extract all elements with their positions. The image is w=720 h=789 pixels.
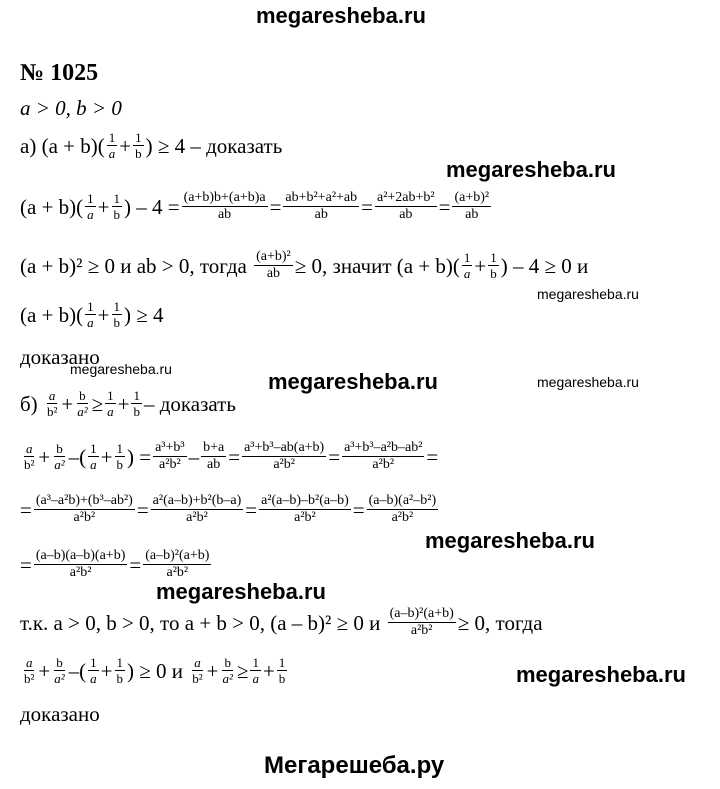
fraction: $\frac{\text{(a–b)(a²–b²)}}{\text{a²b²}}$ [368,493,437,525]
fraction: $\frac{1}{b}$ [135,130,142,161]
part-b-line-3: = $\frac{\text{(a³–a²b)+(b³–ab²)}}{\text{a²b²}}$ = $\frac{\text{a²(a–b)+b²(b–a)}}{\text{a²b²}}$ = $\frac{\text{a²(a–b)–b²(a–b)}}{\text{a²b²}}$ = $\frac{\text{(a–b)(a²–b²)}}{\text{a²b²}}$ [20,493,437,525]
part-a-line-2: (a + b)( $\frac{1}{a}$ + $\frac{1}{b}$ ) – 4 = $\frac{(a+b)b+(a+b)a}{ab}$ = $\frac{\text{ab+b²+a²+ab}}{ab}$ = $\frac{\text{a²+2ab+b²}}{ab}$ = $\frac{\text{(a+b)²}}{ab}$ [20,190,490,222]
watermark-bottom: Мегарешеба.ру [264,752,445,779]
fraction: $\frac{1}{b}$ [116,441,123,472]
part-b-line-5: т.к. a > 0, b > 0, то a + b > 0, (a – b)² ≥ 0 и $\frac{\text{(a–b)²(a+b)}}{\text{a²b²}}$ ≥ 0, тогда [20,606,543,638]
fraction: $\frac{1}{b}$ [113,191,120,222]
watermark: megaresheba.ru [537,374,639,390]
fraction: $\frac{1}{a}$ [107,388,114,419]
fraction: $\frac{\text{a²(a–b)–b²(a–b)}}{\text{a²b²}}$ [261,493,349,525]
fraction: $\frac{1}{a}$ [108,130,116,161]
fraction: $\frac{1}{b}$ [116,655,123,686]
watermark: megaresheba.ru [537,286,639,302]
fraction: $\frac{b}{\text{a²}}$ [54,441,65,472]
fraction: $\frac{\text{a³+b³–ab(a+b)}}{\text{a²b²}}$ [244,440,325,472]
watermark: megaresheba.ru [425,528,595,553]
fraction: $\frac{b}{\text{a²}}$ [54,655,65,686]
fraction: $\frac{\text{(a–b)²(a+b)}}{\text{a²b²}}$ [145,548,210,580]
fraction: $\frac{\text{a³+b³}}{\text{a²b²}}$ [155,440,185,472]
problem-condition: a > 0, b > 0 [20,96,122,120]
fraction: $\frac{\text{ab+b²+a²+ab}}{ab}$ [285,190,358,222]
fraction: $\frac{\text{(a+b)²}}{ab}$ [256,249,291,281]
fraction: $\frac{\text{(a+b)²}}{ab}$ [454,190,490,222]
part-a-line-3: (a + b)² ≥ 0 и ab > 0, тогда $\frac{\text{(a+b)²}}{ab}$ ≥ 0, значит (a + b)( $\frac{1}{a}$ + $\frac{1}{b}$ ) – 4 ≥ 0 и [20,249,589,281]
fraction: $\frac{(a+b)b+(a+b)a}{ab}$ [183,190,266,222]
fraction: $\frac{1}{b}$ [278,655,286,686]
part-b-proved: доказано [20,702,100,726]
part-b-line-6: $\frac{a}{\text{b²}}$ + $\frac{b}{\text{a²}}$ –( $\frac{1}{a}$ + $\frac{1}{b}$ ) ≥ 0 и $\frac{a}{\text{b²}}$ + $\frac{b}{\text{a²}}$ ≥ $\frac{1}{a}$ + $\frac{1}{b}$ [24,655,286,686]
fraction: $\frac{a}{\text{b²}}$ [24,655,35,686]
fraction: $\frac{1}{a}$ [87,191,94,222]
problem-number: № 1025 [20,60,99,86]
watermark: megaresheba.ru [156,579,326,604]
fraction: $\frac{b}{\text{a²}}$ [222,655,233,686]
watermark: megaresheba.ru [516,662,686,687]
fraction: $\frac{\text{a²+2ab+b²}}{ab}$ [377,190,435,222]
fraction: $\frac{a}{\text{b²}}$ [24,441,35,472]
fraction: $\frac{1}{b}$ [490,250,497,281]
part-a-proved: доказано [20,345,100,369]
fraction: $\frac{1}{a}$ [90,441,97,472]
part-b-line-4: = $\frac{(a-b)(a-b)(a+b)}{\text{a²b²}}$ = $\frac{\text{(a–b)²(a+b)}}{\text{a²b²}}$ [20,548,210,580]
fraction: $\frac{\text{a²(a–b)+b²(b–a)}}{\text{a²b²}}$ [152,493,242,525]
watermark-top: megaresheba.ru [256,3,426,28]
watermark: megaresheba.ru [446,157,616,182]
fraction: $\frac{b}{\text{a²}}$ [77,388,88,419]
fraction: $\frac{(a-b)(a-b)(a+b)}{\text{a²b²}}$ [35,548,126,580]
fraction: $\frac{1}{a}$ [252,655,259,686]
part-b-line-1: б) $\frac{a}{\text{b²}}$ + $\frac{b}{\text{a²}}$ ≥ $\frac{1}{a}$ + $\frac{1}{b}$ – доказать [20,388,236,419]
fraction: $\frac{\text{(a–b)²(a+b)}}{\text{a²b²}}$ [389,606,454,638]
fraction: $\frac{b+a}{ab}$ [203,440,225,472]
fraction: $\frac{1}{a}$ [463,250,471,281]
fraction: $\frac{\text{(a³–a²b)+(b³–ab²)}}{\text{a²b²}}$ [35,493,133,525]
part-a-line-1: а) (a + b)( $\frac{1}{a}$ + $\frac{1}{b}$ ) ≥ 4 – доказать [20,130,283,161]
fraction: $\frac{a}{\text{b²}}$ [192,655,203,686]
fraction: $\frac{1}{a}$ [87,299,94,330]
watermark: megaresheba.ru [268,369,438,394]
fraction: $\frac{\text{a³+b³–a²b–ab²}}{\text{a²b²}}$ [344,440,423,472]
watermark: megaresheba.ru [70,361,172,377]
fraction: $\frac{1}{b}$ [113,299,120,330]
fraction: $\frac{1}{b}$ [133,388,140,419]
fraction: $\frac{1}{a}$ [90,655,97,686]
fraction: $\frac{a}{\text{b²}}$ [46,388,58,419]
part-a-line-4: (a + b)( $\frac{1}{a}$ + $\frac{1}{b}$ ) ≥ 4 [20,299,164,330]
part-b-line-2: $\frac{a}{\text{b²}}$ + $\frac{b}{\text{a²}}$ –( $\frac{1}{a}$ + $\frac{1}{b}$ ) = $\frac{\text{a³+b³}}{\text{a²b²}}$ – $\frac{b+a}{ab}$ = $\frac{\text{a³+b³–ab(a+b)}}{\text{a²b²}}$ = $\frac{\text{a³+b³–a²b–ab²}}{\text{a²b²}}$ = [24,440,439,472]
